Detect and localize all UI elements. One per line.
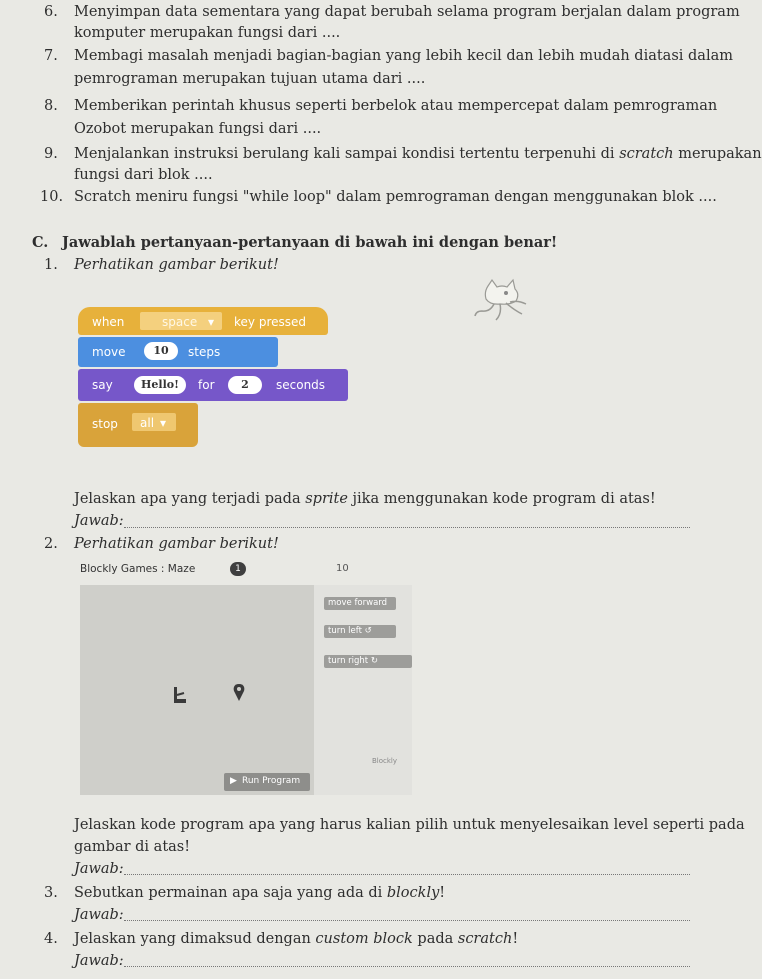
say-text: Hello! xyxy=(134,376,186,394)
section-title: Jawablah pertanyaan-pertanyaan di bawah ini dengan benar! xyxy=(62,234,558,251)
goal-marker-icon xyxy=(232,683,246,705)
key-dropdown-label: space xyxy=(162,315,198,329)
workspace xyxy=(314,585,412,795)
block-label: for xyxy=(198,378,215,392)
block-label: turn right ↻ xyxy=(328,656,378,666)
question-text: fungsi dari blok .... xyxy=(74,167,213,183)
answer-line[interactable] xyxy=(124,527,690,528)
question-number: 1. xyxy=(44,257,58,273)
block-label: seconds xyxy=(276,378,326,392)
question-text: Jelaskan kode program apa yang harus kalian pilih untuk menyelesaikan level seperti pada xyxy=(74,817,745,833)
answer-label: Jawab: xyxy=(74,907,124,923)
maze-title: Blockly Games : Maze xyxy=(80,563,196,575)
question-number: 3. xyxy=(44,885,58,901)
question-text: Jelaskan apa yang terjadi pada sprite jika menggunakan kode program di atas! xyxy=(74,491,656,507)
chevron-down-icon: ▾ xyxy=(208,315,215,329)
block-label: turn left ↺ xyxy=(328,626,372,636)
question-text: Membagi masalah menjadi bagian-bagian yang lebih kecil dan lebih mudah diatasi dalam xyxy=(74,48,733,64)
level-badge: 1 xyxy=(230,562,246,576)
question-text: Menjalankan instruksi berulang kali sampai kondisi tertentu terpenuhi di scratch merupakan xyxy=(74,146,762,162)
blockly-maze-image xyxy=(80,555,430,805)
play-icon: ▶ xyxy=(230,776,237,786)
question-number: 6. xyxy=(44,4,58,20)
question-prompt: Perhatikan gambar berikut! xyxy=(74,536,279,552)
block-label: when xyxy=(92,315,125,329)
seconds-value: 2 xyxy=(228,376,262,394)
answer-label: Jawab: xyxy=(74,953,124,969)
answer-line[interactable] xyxy=(124,920,690,921)
block-label: move forward xyxy=(328,598,388,608)
scratch-code-image xyxy=(78,297,348,457)
maze-board xyxy=(80,585,314,795)
block-label: say xyxy=(92,378,113,392)
block-label: steps xyxy=(188,345,221,359)
steps-value: 10 xyxy=(144,342,178,360)
question-number: 8. xyxy=(44,98,58,114)
question-text: Memberikan perintah khusus seperti berbelok atau mempercepat dalam pemrograman xyxy=(74,98,718,114)
section-letter: C. xyxy=(32,234,49,251)
question-text: Scratch meniru fungsi "while loop" dalam pemrograman dengan menggunakan blok .... xyxy=(74,189,717,205)
answer-line[interactable] xyxy=(124,966,690,967)
question-text: Jelaskan yang dimaksud dengan custom block pada scratch! xyxy=(74,931,519,947)
question-number: 2. xyxy=(44,536,58,552)
block-label: move xyxy=(92,345,126,359)
run-program-label: Run Program xyxy=(242,776,301,786)
answer-label: Jawab: xyxy=(74,861,124,877)
question-text: gambar di atas! xyxy=(74,839,191,855)
chevron-down-icon: ▾ xyxy=(160,416,167,430)
question-text: Sebutkan permainan apa saja yang ada di blockly! xyxy=(74,885,446,901)
stop-dropdown-label: all xyxy=(140,416,155,430)
question-text: Ozobot merupakan fungsi dari .... xyxy=(74,121,322,137)
answer-label: Jawab: xyxy=(74,513,124,529)
workspace-footer: Blockly xyxy=(372,757,398,765)
question-number: 7. xyxy=(44,48,58,64)
scratch-cat-icon xyxy=(470,278,530,328)
block-label: stop xyxy=(92,417,118,431)
question-number: 4. xyxy=(44,931,58,947)
block-label: key pressed xyxy=(234,315,306,329)
pegman-icon xyxy=(168,685,190,707)
question-text: komputer merupakan fungsi dari .... xyxy=(74,25,341,41)
question-text: Menyimpan data sementara yang dapat berubah selama program berjalan dalam program xyxy=(74,4,740,20)
answer-line[interactable] xyxy=(124,874,690,875)
block-count: 10 xyxy=(336,563,349,574)
question-number: 9. xyxy=(44,146,58,162)
question-text: pemrograman merupakan tujuan utama dari .... xyxy=(74,71,426,87)
question-prompt: Perhatikan gambar berikut! xyxy=(74,257,279,273)
question-number: 10. xyxy=(40,189,64,205)
